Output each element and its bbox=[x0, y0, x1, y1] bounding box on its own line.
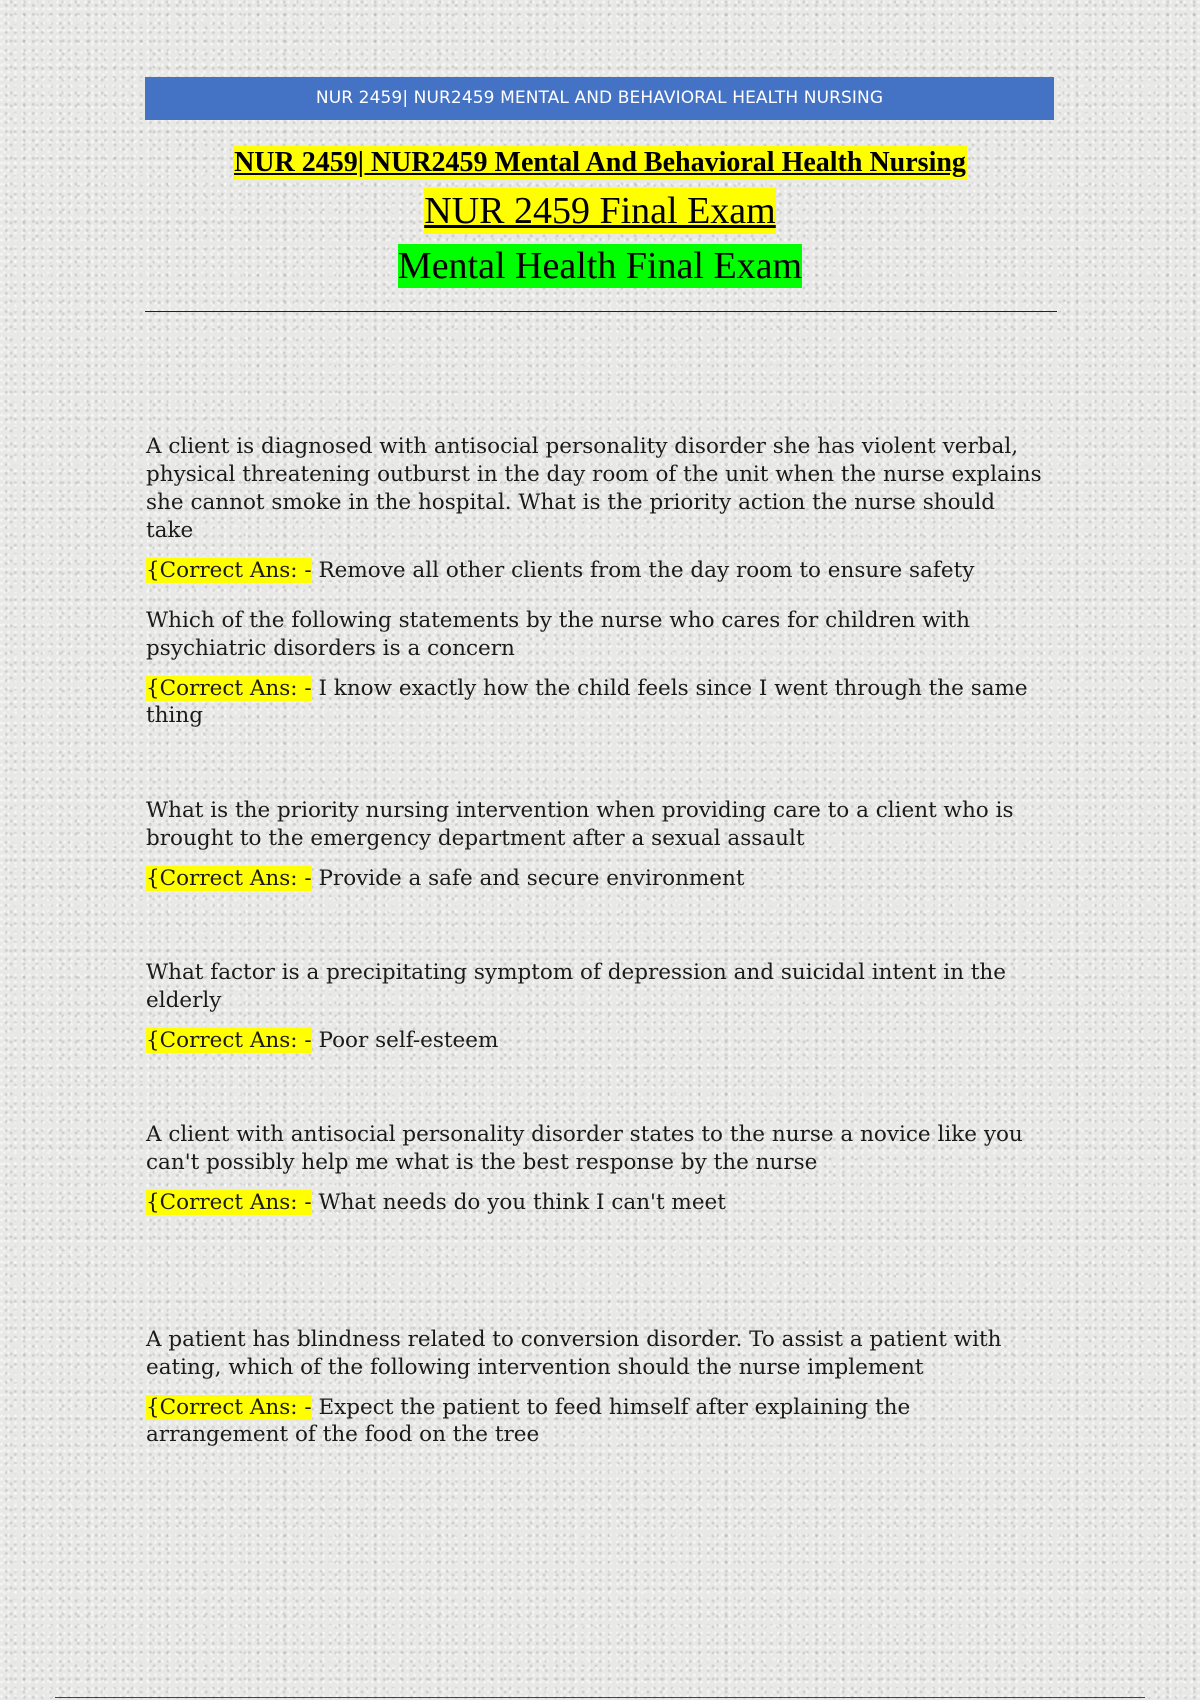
answer-value: Remove all other clients from the day room to ensure safety bbox=[318, 558, 975, 583]
question-text: Which of the following statements by the nurse who cares for children with psychiatric disorders is a concern bbox=[146, 608, 970, 661]
title-block bbox=[145, 146, 1055, 288]
answer-value: Provide a safe and secure environment bbox=[318, 866, 745, 891]
question-text: A client with antisocial personality disorder states to the nurse a novice like you can't possibly help me what is the best response by the nurse bbox=[146, 1122, 1023, 1175]
question-text: What is the priority nursing intervention when providing care to a client who is brought to the emergency department after a sexual assault bbox=[146, 798, 1014, 851]
answer-text bbox=[146, 1394, 1046, 1448]
correct-answer-label: {Correct Ans: - bbox=[146, 1190, 312, 1215]
answer-value: What needs do you think I can't meet bbox=[318, 1190, 726, 1215]
correct-answer-label: {Correct Ans: - bbox=[146, 676, 312, 701]
answer-text bbox=[146, 557, 1046, 584]
exam-title: NUR 2459 Final Exam bbox=[424, 190, 776, 232]
question-item bbox=[146, 797, 1046, 959]
answer-text bbox=[146, 865, 1046, 892]
course-title: NUR 2459| NUR2459 Mental And Behavioral Health Nursing bbox=[234, 147, 966, 178]
answer-value: Poor self-esteem bbox=[318, 1028, 499, 1053]
question-item bbox=[146, 607, 1046, 797]
footer-divider bbox=[55, 1697, 1145, 1698]
question-item bbox=[146, 959, 1046, 1121]
question-text: A client is diagnosed with antisocial personality disorder she has violent verbal, physical threatening outburst in the day room of the unit when the nurse explains she cannot smoke in the hospital. What is the priority action the nurse should take bbox=[146, 434, 1042, 543]
question-item bbox=[146, 1121, 1046, 1326]
answer-value: Expect the patient to feed himself after explaining the arrangement of the food on the tree bbox=[146, 1395, 911, 1447]
course-banner: NUR 2459| NUR2459 MENTAL AND BEHAVIORAL HEALTH NURSING bbox=[145, 77, 1054, 120]
answer-text bbox=[146, 1189, 1046, 1216]
question-list bbox=[146, 433, 1046, 1448]
answer-text bbox=[146, 1027, 1046, 1054]
correct-answer-label: {Correct Ans: - bbox=[146, 1028, 312, 1053]
correct-answer-label: {Correct Ans: - bbox=[146, 558, 312, 583]
answer-text bbox=[146, 675, 1046, 729]
answer-value: I know exactly how the child feels since I went through the same thing bbox=[146, 676, 1028, 728]
question-item bbox=[146, 433, 1046, 607]
correct-answer-label: {Correct Ans: - bbox=[146, 866, 312, 891]
title-divider bbox=[145, 311, 1057, 312]
question-text: A patient has blindness related to conversion disorder. To assist a patient with eating, which of the following intervention should the nurse implement bbox=[146, 1327, 1002, 1380]
question-text: What factor is a precipitating symptom of depression and suicidal intent in the elderly bbox=[146, 960, 1006, 1013]
exam-subtitle: Mental Health Final Exam bbox=[397, 245, 803, 287]
correct-answer-label: {Correct Ans: - bbox=[146, 1395, 312, 1420]
question-item bbox=[146, 1326, 1046, 1448]
